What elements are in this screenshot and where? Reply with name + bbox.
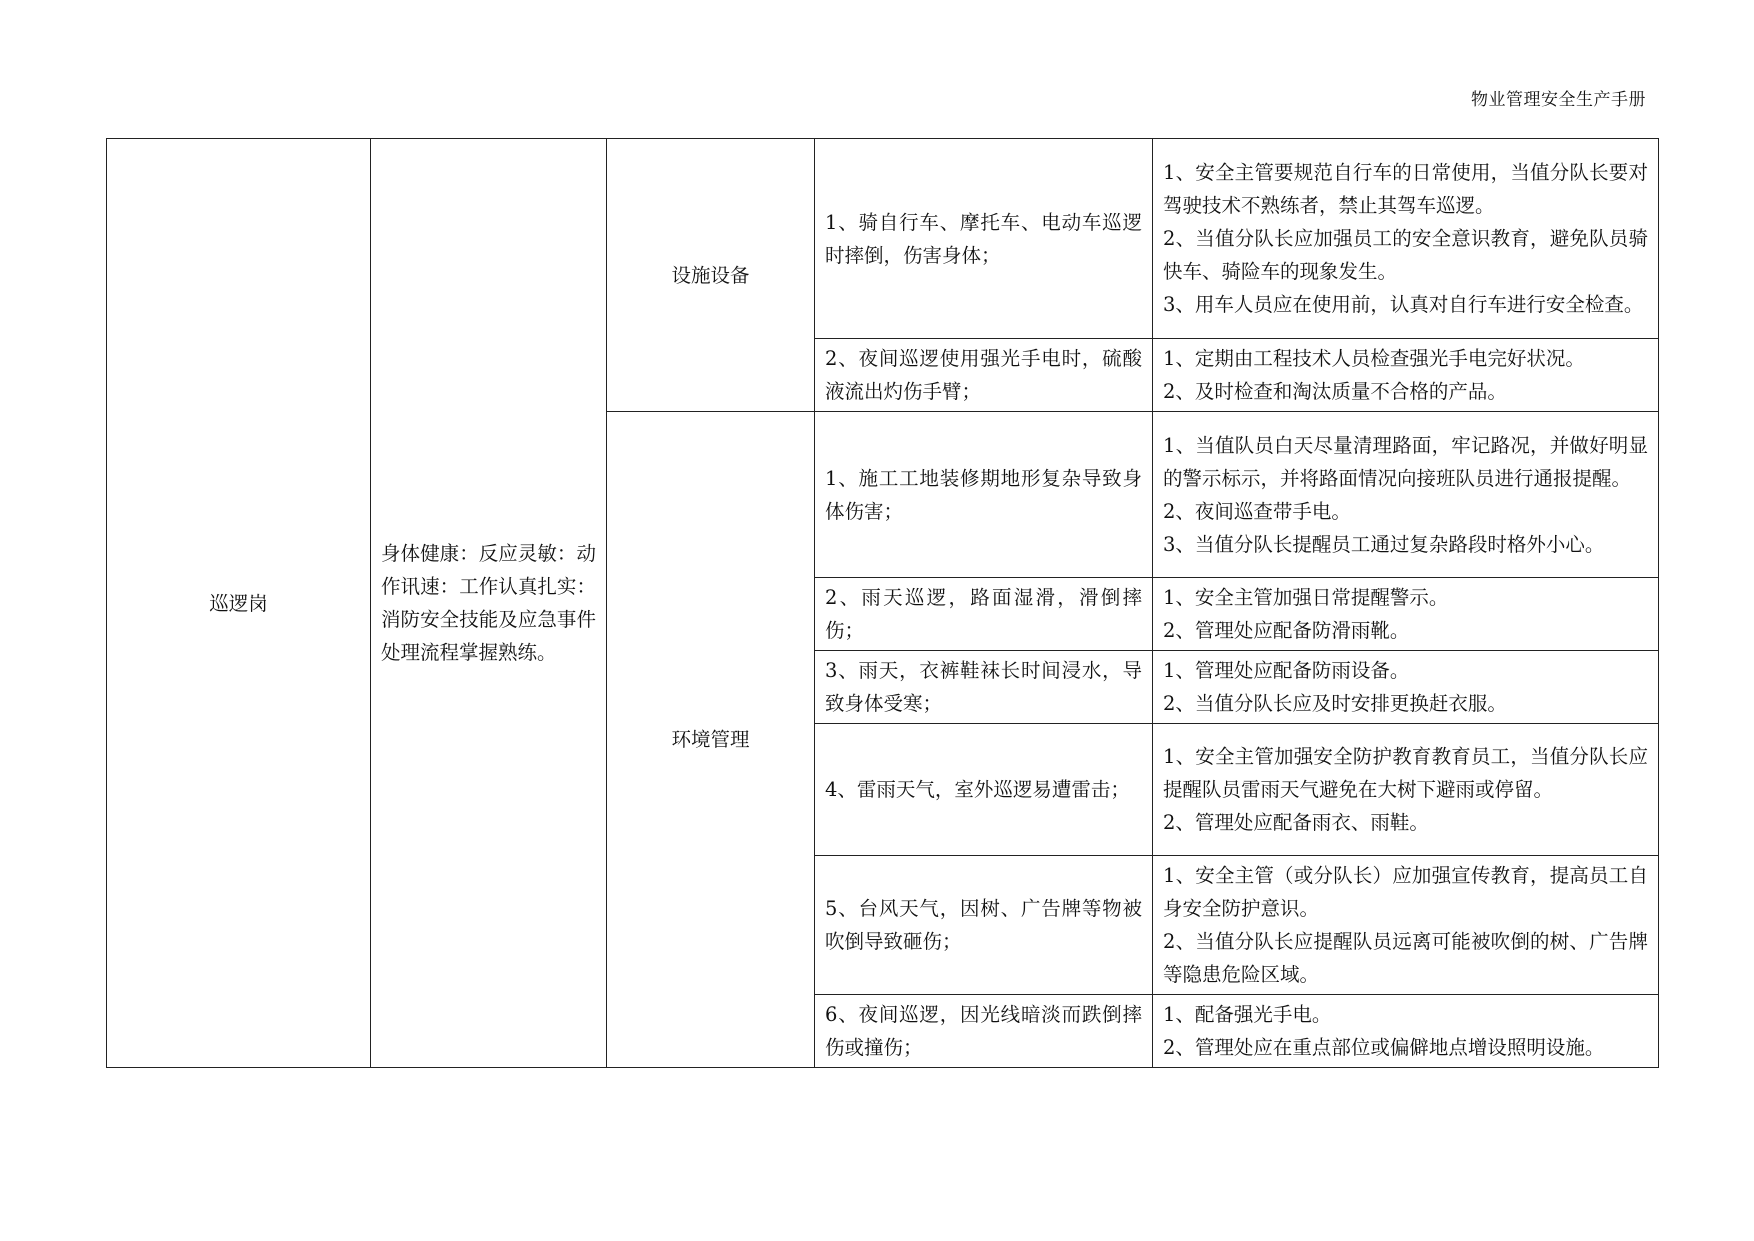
measure-line: 2、当值分队长应加强员工的安全意识教育，避免队员骑快车、骑险车的现象发生。 (1163, 227, 1648, 283)
requirement-cell: 身体健康：反应灵敏：动作讯速：工作认真扎实：消防安全技能及应急事件处理流程掌握熟练。 (371, 139, 607, 1068)
header-title: 物业管理安全生产手册 (1471, 90, 1646, 110)
measures-cell (1153, 995, 1659, 1068)
post-cell: 巡逻岗 (107, 139, 371, 1068)
measure-line: 2、管理处应配备防滑雨靴。 (1163, 619, 1410, 642)
measure-line: 1、当值队员白天尽量清理路面，牢记路况，并做好明显的警示标示，并将路面情况向接班队员进行通报提醒。 (1163, 433, 1648, 490)
category-cell: 设施设备 (607, 139, 815, 412)
table-row (107, 139, 1659, 339)
measure-line: 1、安全主管（或分队长）应加强宣传教育，提高员工自身安全防护意识。 (1163, 864, 1648, 920)
measure-line: 2、管理处应在重点部位或偏僻地点增设照明设施。 (1163, 1036, 1605, 1059)
measure-line: 3、当值分队长提醒员工通过复杂路段时格外小心。 (1163, 532, 1605, 556)
hazard-cell: 5、台风天气，因树、广告牌等物被吹倒导致砸伤； (815, 856, 1153, 995)
measure-line: 2、及时检查和淘汰质量不合格的产品。 (1163, 380, 1507, 403)
measure-line: 1、管理处应配备防雨设备。 (1163, 659, 1410, 682)
measure-line: 1、定期由工程技术人员检查强光手电完好状况。 (1163, 347, 1585, 370)
measure-line: 1、安全主管加强日常提醒警示。 (1163, 586, 1449, 609)
hazard-cell: 1、施工工地装修期地形复杂导致身体伤害； (815, 412, 1153, 578)
hazard-cell: 2、夜间巡逻使用强光手电时，硫酸液流出灼伤手臂； (815, 339, 1153, 412)
measures-cell (1153, 856, 1659, 995)
measures-cell (1153, 339, 1659, 412)
measures-cell (1153, 412, 1659, 578)
measure-line: 2、管理处应配备雨衣、雨鞋。 (1163, 811, 1429, 834)
measure-line: 3、用车人员应在使用前，认真对自行车进行安全检查。 (1163, 293, 1644, 316)
measure-line: 2、夜间巡查带手电。 (1163, 499, 1351, 523)
measure-line: 1、安全主管加强安全防护教育教育员工，当值分队长应提醒队员雷雨天气避免在大树下避雨或停留。 (1163, 745, 1648, 801)
measures-cell (1153, 578, 1659, 651)
hazard-cell: 6、夜间巡逻，因光线暗淡而跌倒摔伤或撞伤； (815, 995, 1153, 1068)
measure-line: 1、配备强光手电。 (1163, 1003, 1332, 1026)
hazard-cell: 3、雨天，衣裤鞋袜长时间浸水，导致身体受寒； (815, 651, 1153, 724)
measures-cell (1153, 724, 1659, 856)
measure-line: 2、当值分队长应提醒队员远离可能被吹倒的树、广告牌等隐患危险区域。 (1163, 930, 1648, 986)
measures-cell (1153, 139, 1659, 339)
category-cell: 环境管理 (607, 412, 815, 1068)
hazard-cell: 2、雨天巡逻，路面湿滑，滑倒摔伤； (815, 578, 1153, 651)
measure-line: 1、安全主管要规范自行车的日常使用，当值分队长要对驾驶技术不熟练者，禁止其驾车巡逻。 (1163, 161, 1648, 217)
measures-cell (1153, 651, 1659, 724)
page-header (118, 0, 1646, 139)
hazard-cell: 4、雷雨天气，室外巡逻易遭雷击； (815, 724, 1153, 856)
hazard-cell: 1、骑自行车、摩托车、电动车巡逻时摔倒，伤害身体； (815, 139, 1153, 339)
measure-line: 2、当值分队长应及时安排更换赶衣服。 (1163, 692, 1507, 715)
safety-table (106, 138, 1659, 1068)
